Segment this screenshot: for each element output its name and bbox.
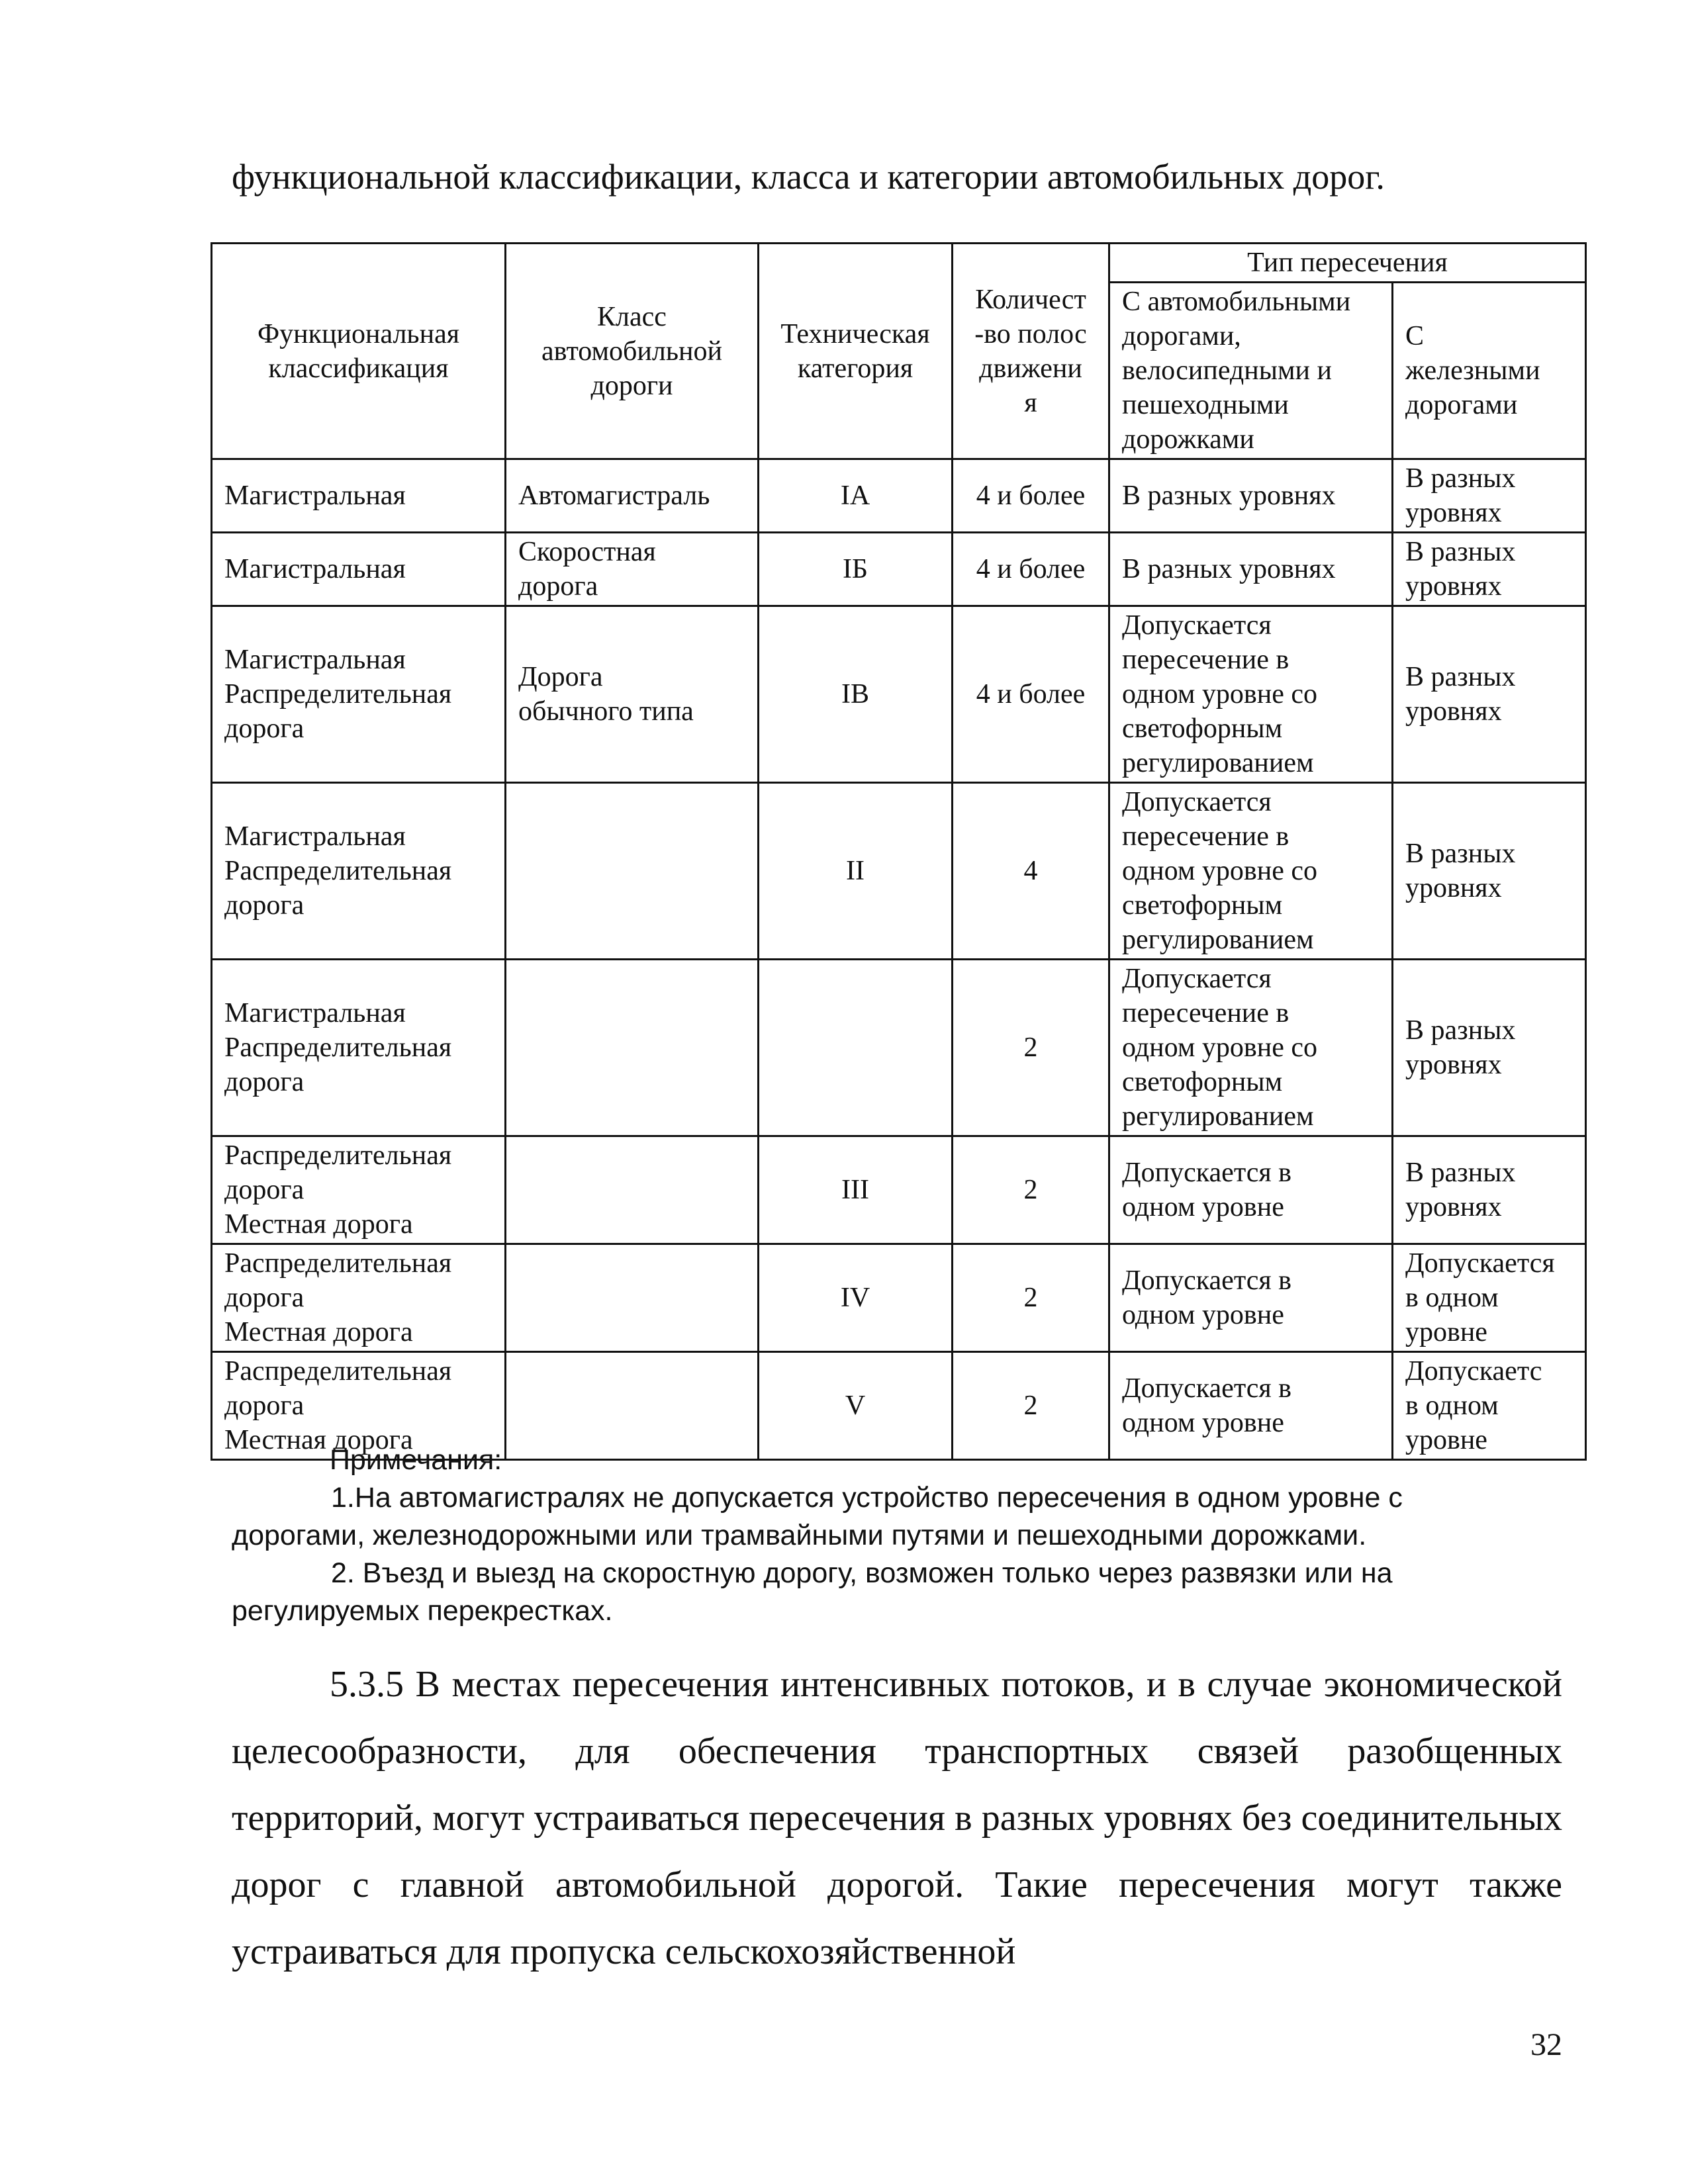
- cell-functional: Магистральная: [212, 459, 506, 533]
- cell-functional: Распределительная дорога Местная дорога: [212, 1244, 506, 1352]
- cell-with-rail: Допускаетс в одном уровне: [1393, 1352, 1586, 1460]
- table-row: [212, 459, 1586, 533]
- cell-with-rail: В разных уровнях: [1393, 783, 1586, 960]
- cell-with-roads: Допускается пересечение в одном уровне со светофорным регулированием: [1109, 606, 1393, 783]
- header-with-rail: С железными дорогами: [1393, 283, 1586, 459]
- cell-functional: Распределительная дорога Местная дорога: [212, 1136, 506, 1244]
- cell-road-class: [506, 783, 759, 960]
- cell-with-rail: В разных уровнях: [1393, 459, 1586, 533]
- cell-with-roads: Допускается в одном уровне: [1109, 1352, 1393, 1460]
- cell-with-roads: В разных уровнях: [1109, 459, 1393, 533]
- cell-with-rail: В разных уровнях: [1393, 606, 1586, 783]
- header-intersection-type: Тип пересечения: [1109, 244, 1586, 283]
- cell-lanes: 2: [953, 1136, 1109, 1244]
- cell-category: IV: [759, 1244, 953, 1352]
- road-classification-table: [211, 242, 1587, 1461]
- cell-category: II: [759, 783, 953, 960]
- body-paragraph: 5.3.5 В местах пересечения интенсивных потоков, и в случае экономической целесообразности, для обеспечения транспортных связей разобщенных территорий, могут устраиваться пересечения в разных уровнях без соединительных дорог с главной автомобильной дорогой. Такие пересечения могут также устраиваться для пропуска сельскохозяйственной: [232, 1664, 1562, 1972]
- cell-functional: Магистральная Распределительная дорога: [212, 606, 506, 783]
- cell-with-roads: В разных уровнях: [1109, 533, 1393, 606]
- cell-category: III: [759, 1136, 953, 1244]
- cell-functional: Распределительная дорога Местная дорога: [212, 1352, 506, 1460]
- cell-with-roads: Допускается пересечение в одном уровне со светофорным регулированием: [1109, 783, 1393, 960]
- cell-lanes: 2: [953, 1352, 1109, 1460]
- cell-lanes: 4 и более: [953, 533, 1109, 606]
- table-row: [212, 606, 1586, 783]
- note-2: 2. Въезд и выезд на скоростную дорогу, возможен только через развязки или на регулируемых перекрестках.: [232, 1557, 1393, 1627]
- header-functional: Функциональная классификация: [212, 244, 506, 459]
- cell-lanes: 4 и более: [953, 606, 1109, 783]
- cell-category: IБ: [759, 533, 953, 606]
- cell-road-class: Дорога обычного типа: [506, 606, 759, 783]
- cell-functional: Магистральная Распределительная дорога: [212, 783, 506, 960]
- cell-with-roads: Допускается в одном уровне: [1109, 1244, 1393, 1352]
- cell-with-rail: Допускается в одном уровне: [1393, 1244, 1586, 1352]
- cell-with-roads: Допускается пересечение в одном уровне со светофорным регулированием: [1109, 960, 1393, 1136]
- cell-road-class: [506, 1136, 759, 1244]
- cell-lanes: 2: [953, 960, 1109, 1136]
- table-row: [212, 960, 1586, 1136]
- cell-category: IА: [759, 459, 953, 533]
- cell-lanes: 4: [953, 783, 1109, 960]
- header-road-class: Класс автомобильной дороги: [506, 244, 759, 459]
- note-1: 1.На автомагистралях не допускается устройство пересечения в одном уровне с дорогами, железнодорожными или трамвайными путями и пешеходными дорожками.: [232, 1482, 1403, 1551]
- cell-road-class: Автомагистраль: [506, 459, 759, 533]
- notes-title: Примечания:: [330, 1444, 502, 1476]
- cell-with-rail: В разных уровнях: [1393, 533, 1586, 606]
- cell-with-rail: В разных уровнях: [1393, 1136, 1586, 1244]
- page-number: 32: [1530, 2027, 1562, 2062]
- cell-category: IВ: [759, 606, 953, 783]
- table-header-row: [212, 244, 1586, 283]
- cell-lanes: 2: [953, 1244, 1109, 1352]
- page-heading: функциональной классификации, класса и категории автомобильных дорог.: [232, 157, 1385, 197]
- table-row: [212, 1244, 1586, 1352]
- cell-road-class: [506, 1244, 759, 1352]
- cell-with-rail: В разных уровнях: [1393, 960, 1586, 1136]
- header-lanes: Количест -во полос движени я: [953, 244, 1109, 459]
- header-with-roads: С автомобильными дорогами, велосипедными и пешеходными дорожками: [1109, 283, 1393, 459]
- cell-road-class: Скоростная дорога: [506, 533, 759, 606]
- cell-functional: Магистральная Распределительная дорога: [212, 960, 506, 1136]
- cell-with-roads: Допускается в одном уровне: [1109, 1136, 1393, 1244]
- cell-road-class: [506, 960, 759, 1136]
- table-notes: [232, 1441, 1529, 1630]
- header-category: Техническая категория: [759, 244, 953, 459]
- cell-category: V: [759, 1352, 953, 1460]
- cell-functional: Магистральная: [212, 533, 506, 606]
- cell-category: [759, 960, 953, 1136]
- table-row: [212, 783, 1586, 960]
- table-row: [212, 533, 1586, 606]
- table-row: [212, 1136, 1586, 1244]
- cell-lanes: 4 и более: [953, 459, 1109, 533]
